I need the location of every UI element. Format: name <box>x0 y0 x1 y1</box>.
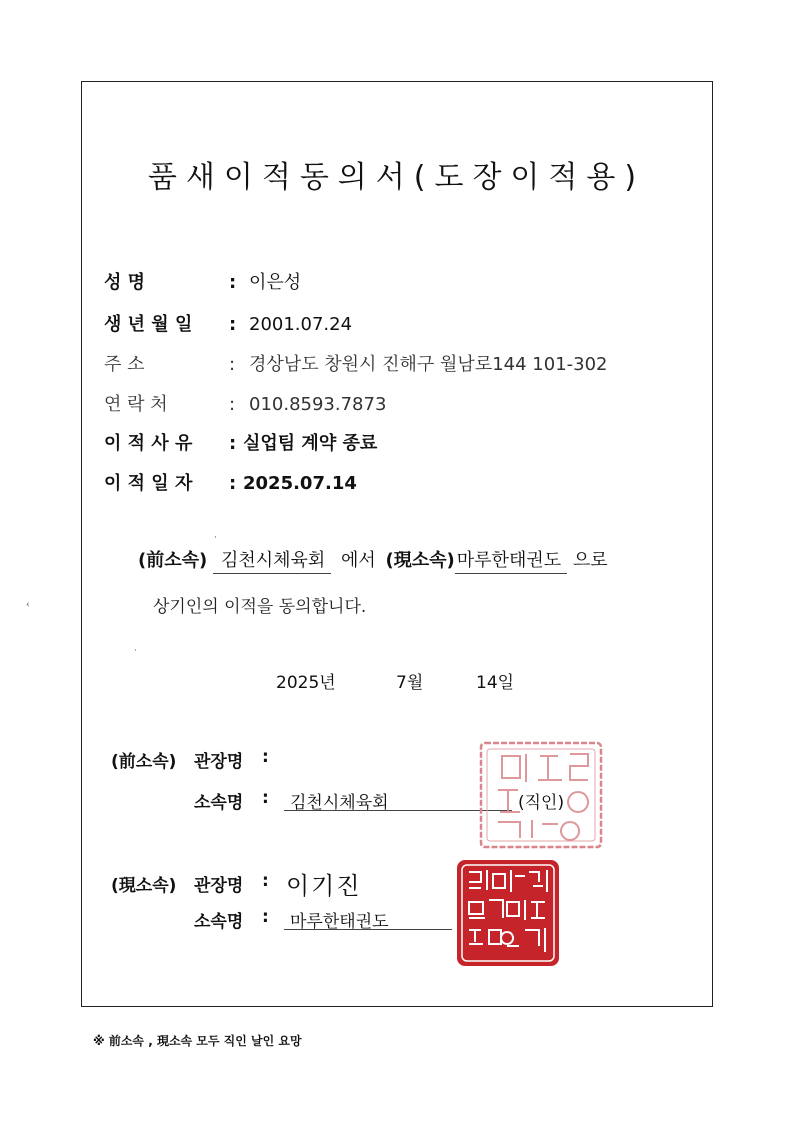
curr-affiliation-org: 마루한태권도 <box>455 546 567 574</box>
colon: : <box>229 354 236 375</box>
curr-head-label: 관장명 <box>194 876 244 896</box>
transfer-to-word: 으로 <box>572 550 608 571</box>
curr-head-value: 이기진 <box>286 872 362 900</box>
seal-note: (직인) <box>518 793 565 813</box>
field-label: 이 적 일 자 <box>104 473 193 494</box>
field-name <box>104 268 301 294</box>
prev-org-value: 김천시체육회 <box>290 793 389 813</box>
colon: : <box>262 871 269 891</box>
colon: : <box>229 314 237 335</box>
field-contact <box>104 390 386 416</box>
field-reason <box>104 429 377 455</box>
colon: : <box>262 907 269 927</box>
colon: : <box>229 473 237 494</box>
curr-affiliation-seal <box>455 858 561 968</box>
document-title: 품새이적동의서(도장이적용) <box>147 160 646 195</box>
field-label: 이 적 사 유 <box>104 433 193 454</box>
date-month: 7월 <box>396 673 424 693</box>
document-border <box>81 81 713 1007</box>
prev-head-label: 관장명 <box>194 752 244 772</box>
field-label: 생 년 월 일 <box>104 314 193 335</box>
footnote: ※ 前소속 , 現소속 모두 직인 날인 요망 <box>93 1034 302 1048</box>
transfer-statement <box>138 546 608 574</box>
field-value: 2001.07.24 <box>249 314 353 335</box>
prev-org-label: 소속명 <box>194 793 244 813</box>
prev-affiliation-tag: (前소속) <box>138 550 208 571</box>
field-label: 주 소 <box>104 354 145 375</box>
field-value: 010.8593.7873 <box>249 394 387 415</box>
field-birthdate <box>104 310 352 336</box>
curr-org-value: 마루한태권도 <box>290 912 389 932</box>
colon: : <box>229 272 237 293</box>
curr-org-underline <box>284 929 452 930</box>
field-value: 실업팀 계약 종료 <box>243 433 378 454</box>
field-value: 경상남도 창원시 진해구 월남로144 101-302 <box>249 354 608 375</box>
consent-text: 상기인의 이적을 동의합니다. <box>153 597 367 617</box>
field-transfer-date <box>104 469 357 495</box>
field-value: 이은성 <box>249 272 302 293</box>
field-value: 2025.07.14 <box>243 473 357 494</box>
prev-affiliation-org: 김천시체육회 <box>213 546 331 574</box>
colon: : <box>229 394 236 415</box>
curr-affiliation-tag: (現소속) <box>385 550 455 571</box>
date-day: 14일 <box>476 673 515 693</box>
colon: : <box>262 747 269 767</box>
field-label: 성 명 <box>104 272 146 293</box>
colon: : <box>229 433 237 454</box>
scan-speck: · <box>214 533 217 543</box>
curr-org-label: 소속명 <box>194 912 244 932</box>
transfer-from-word: 에서 <box>341 550 376 571</box>
curr-sign-tag: (現소속) <box>111 876 177 896</box>
scan-speck: · <box>134 646 137 656</box>
colon: : <box>262 788 269 808</box>
date-year: 2025년 <box>276 673 336 693</box>
scan-speck: ‹ <box>26 600 30 610</box>
field-label: 연 락 처 <box>104 394 168 415</box>
prev-sign-tag: (前소속) <box>111 752 177 772</box>
field-address <box>104 350 608 376</box>
